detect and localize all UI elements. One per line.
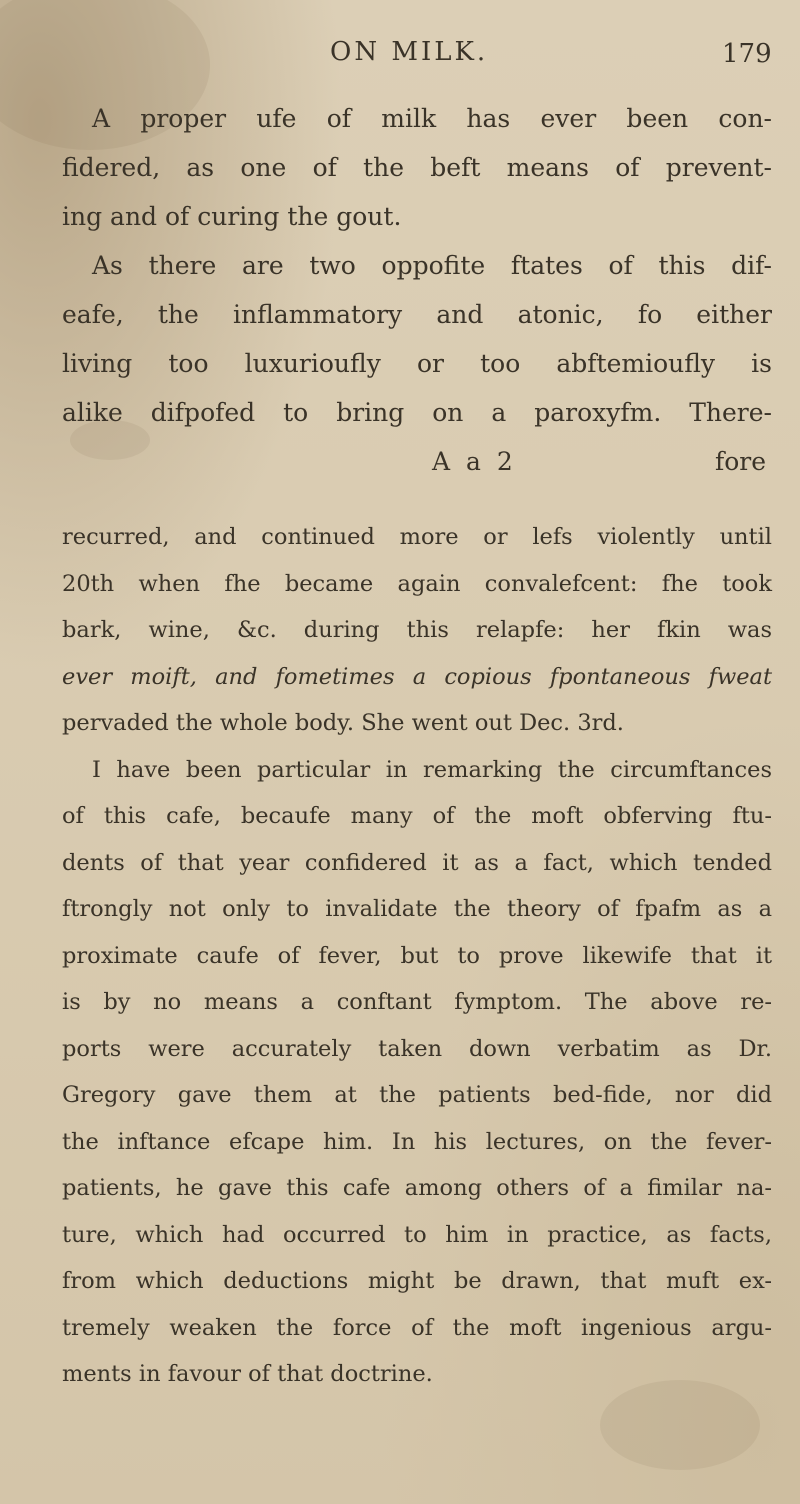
paragraph — [62, 747, 772, 1398]
running-head: ON MILK. — [330, 37, 489, 67]
catchword: fore — [714, 447, 766, 476]
paragraph — [62, 514, 772, 747]
text-line: tremely weaken the force of the moft ingenious argu- — [62, 1314, 772, 1341]
page-header — [0, 37, 800, 77]
text-line: ftrongly not only to invalidate the theory of fpafm as a — [62, 896, 772, 922]
text-line: pervaded the whole body. She went out Dec. 3rd. — [62, 710, 624, 736]
text-line: living too luxurioufly or too abftemioufly is — [62, 349, 772, 378]
text-line: ports were accurately taken down verbatim as Dr. — [62, 1035, 772, 1062]
text-line: eafe, the inflammatory and atonic, fo either — [62, 300, 772, 329]
page-number: 179 — [722, 39, 772, 69]
text-line: proximate caufe of fever, but to prove likewife that it — [62, 942, 772, 969]
text-line: patients, he gave this cafe among others of a fimilar na- — [62, 1175, 772, 1201]
page-gap — [62, 486, 772, 514]
text-line: recurred, and continued more or lefs violently until — [62, 524, 772, 550]
text-line: fidered, as one of the beft means of prevent- — [62, 153, 772, 182]
text-line: from which deductions might be drawn, that muft ex- — [62, 1268, 772, 1294]
text-line: I have been particular in remarking the circumftances — [92, 756, 772, 783]
paragraph — [62, 241, 772, 437]
text-block — [62, 94, 772, 1398]
text-line: Gregory gave them at the patients bed-fide, nor did — [62, 1082, 772, 1108]
text-line: dents of that year confidered it as a fact, which tended — [62, 849, 772, 876]
text-line: ture, which had occurred to him in practice, as facts, — [62, 1221, 772, 1248]
text-line: ever moift, and fometimes a copious fpontaneous fweat — [62, 663, 772, 690]
catchline — [62, 437, 772, 486]
signature-mark: A a 2 — [432, 447, 517, 476]
text-line: alike difpofed to bring on a paroxyfm. There- — [62, 398, 772, 427]
text-line: is by no means a conftant fymptom. The above re- — [62, 989, 772, 1015]
next-page-section — [62, 514, 772, 1398]
paragraph — [62, 94, 772, 241]
text-line: bark, wine, &c. during this relapfe: her fkin was — [62, 617, 772, 643]
text-line: 20th when fhe became again convalefcent: fhe took — [62, 570, 772, 597]
text-line: As there are two oppofite ftates of this dif- — [92, 251, 772, 280]
text-line: ing and of curing the gout. — [62, 202, 402, 231]
text-line: A proper ufe of milk has ever been con- — [92, 104, 772, 133]
text-line: of this cafe, becaufe many of the moft obferving ftu- — [62, 803, 772, 829]
text-line: ments in favour of that doctrine. — [62, 1361, 433, 1387]
text-line: the inftance efcape him. In his lectures, on the fever- — [62, 1128, 772, 1155]
